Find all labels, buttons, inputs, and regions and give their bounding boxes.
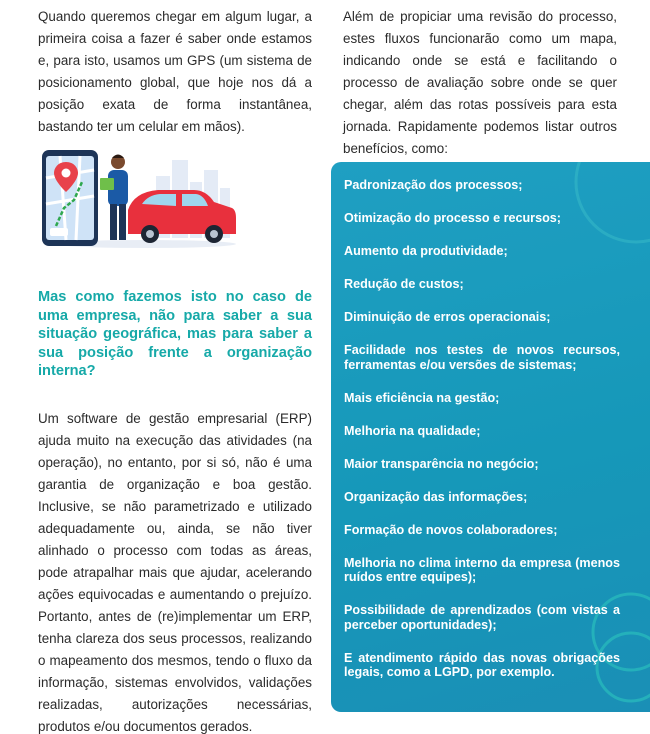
right-column [343, 6, 617, 160]
left-column [38, 6, 312, 138]
benefit-item: E atendimento rápido das novas obrigações legais, como a LGPD, por exemplo. [344, 650, 620, 679]
benefit-item: Mais eficiência na gestão; [344, 390, 500, 405]
highlight-question: Mas como fazemos isto no caso de uma empresa, não para saber a sua situação geográfica, mas para saber a sua posição frente a organização interna? [38, 289, 312, 379]
benefit-item: Possibilidade de aprendizados (com vistas a perceber oportunidades); [344, 603, 620, 632]
benefit-item: Melhoria no clima interno da empresa (menos ruídos entre equipes); [344, 555, 620, 584]
benefit-item: Melhoria na qualidade; [344, 423, 481, 438]
benefit-item: Otimização do processo e recursos; [344, 211, 561, 225]
benefits-list [344, 178, 620, 680]
benefits-intro-paragraph: Além de propiciar uma revisão do processo, estes fluxos funcionarão como um mapa, indicando onde se está e facilitando o processo de avaliação sobre onde se quer chegar, além das rotas possíveis para esta jornada. Rapidamente podemos listar outros benefícios, como: [343, 9, 617, 156]
intro-paragraph: Quando queremos chegar em algum lugar, a primeira coisa a fazer é saber onde estamos e, para isto, usamos um GPS (um sistema de posicionamento global, que hoje nos dá a posição exata de forma instantânea, bastando ter um celular em mãos). [38, 9, 312, 134]
benefit-item: Redução de custos; [344, 277, 464, 291]
person-icon [100, 155, 128, 241]
benefit-item: Aumento da produtividade; [344, 244, 508, 258]
benefit-item: Diminuição de erros operacionais; [344, 310, 551, 324]
benefit-item: Formação de novos colaboradores; [344, 522, 558, 537]
gps-illustration [36, 148, 236, 252]
benefits-panel [331, 162, 650, 712]
benefit-item: Maior transparência no negócio; [344, 456, 539, 471]
benefit-item: Organização das informações; [344, 489, 528, 504]
benefit-item: Facilidade nos testes de novos recursos, ferramentas e/ou versões de sistemas; [344, 343, 620, 372]
erp-paragraph: Um software de gestão empresarial (ERP) ajuda muito na execução das atividades (na operação), no entanto, por si só, não é uma garantia de organização e boa gestão. Inclusive, se não parametrizado e utilizado adequadamente ou, ainda, se não tiver alinhado o processo com todas as áreas, pode atrapalhar mais que ajudar, acelerando ações equivocadas e aumentando o prejuízo. Portanto, antes de (re)implementar um ERP, tenha clareza dos seus processos, realizando o mapeamento dos mesmos, tendo o fluxo da informação, sistemas envolvidos, validações realizadas, autorizações necessárias, produtos e/ou documentos gerados. [38, 411, 312, 734]
benefit-item: Padronização dos processos; [344, 178, 523, 192]
